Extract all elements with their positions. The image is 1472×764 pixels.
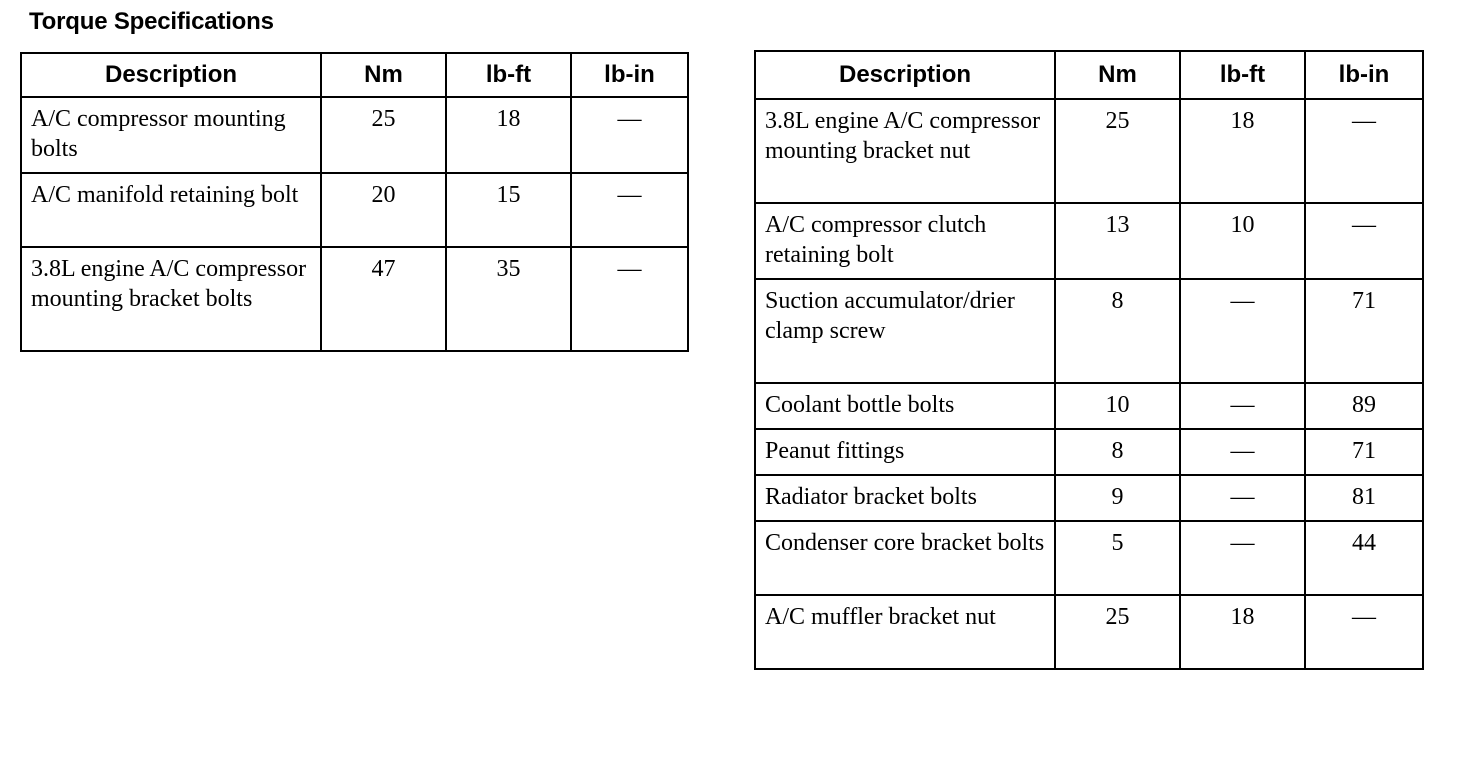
lb-ft-cell: 18 bbox=[446, 97, 571, 173]
description-cell: Condenser core bracket bolts bbox=[755, 521, 1055, 595]
nm-cell: 25 bbox=[1055, 595, 1180, 669]
table-row bbox=[755, 279, 1423, 383]
lb-ft-cell: 15 bbox=[446, 173, 571, 247]
table-row bbox=[21, 247, 688, 351]
table-row bbox=[755, 521, 1423, 595]
description-cell: A/C muffler bracket nut bbox=[755, 595, 1055, 669]
lb-ft-cell: — bbox=[1180, 383, 1305, 429]
description-cell: Coolant bottle bolts bbox=[755, 383, 1055, 429]
header-lb-in: lb-in bbox=[571, 53, 688, 97]
table-row bbox=[755, 99, 1423, 203]
lb-in-cell: — bbox=[571, 97, 688, 173]
lb-in-cell: — bbox=[1305, 203, 1423, 279]
header-nm: Nm bbox=[1055, 51, 1180, 99]
nm-cell: 8 bbox=[1055, 429, 1180, 475]
lb-ft-cell: 35 bbox=[446, 247, 571, 351]
lb-in-cell: 71 bbox=[1305, 279, 1423, 383]
torque-table-right bbox=[754, 50, 1424, 670]
nm-cell: 20 bbox=[321, 173, 446, 247]
description-cell: Peanut fittings bbox=[755, 429, 1055, 475]
table-row bbox=[755, 475, 1423, 521]
table-row bbox=[755, 429, 1423, 475]
header-lb-ft: lb-ft bbox=[446, 53, 571, 97]
lb-in-cell: — bbox=[1305, 99, 1423, 203]
lb-in-cell: 44 bbox=[1305, 521, 1423, 595]
nm-cell: 8 bbox=[1055, 279, 1180, 383]
description-cell: 3.8L engine A/C compressor mounting bracket nut bbox=[755, 99, 1055, 203]
table-header-row bbox=[755, 51, 1423, 99]
lb-ft-cell: — bbox=[1180, 475, 1305, 521]
nm-cell: 10 bbox=[1055, 383, 1180, 429]
lb-in-cell: — bbox=[1305, 595, 1423, 669]
lb-ft-cell: — bbox=[1180, 429, 1305, 475]
lb-ft-cell: — bbox=[1180, 279, 1305, 383]
table-row bbox=[755, 595, 1423, 669]
nm-cell: 25 bbox=[321, 97, 446, 173]
nm-cell: 9 bbox=[1055, 475, 1180, 521]
lb-ft-cell: 10 bbox=[1180, 203, 1305, 279]
nm-cell: 25 bbox=[1055, 99, 1180, 203]
header-description: Description bbox=[21, 53, 321, 97]
lb-ft-cell: 18 bbox=[1180, 595, 1305, 669]
description-cell: 3.8L engine A/C compressor mounting bracket bolts bbox=[21, 247, 321, 351]
header-nm: Nm bbox=[321, 53, 446, 97]
table-row bbox=[755, 383, 1423, 429]
lb-in-cell: — bbox=[571, 173, 688, 247]
table-header-row bbox=[21, 53, 688, 97]
nm-cell: 13 bbox=[1055, 203, 1180, 279]
table-row bbox=[755, 203, 1423, 279]
page-title: Torque Specifications bbox=[29, 8, 274, 35]
header-description: Description bbox=[755, 51, 1055, 99]
description-cell: A/C manifold retaining bolt bbox=[21, 173, 321, 247]
nm-cell: 5 bbox=[1055, 521, 1180, 595]
lb-in-cell: — bbox=[571, 247, 688, 351]
lb-in-cell: 81 bbox=[1305, 475, 1423, 521]
lb-ft-cell: — bbox=[1180, 521, 1305, 595]
description-cell: Radiator bracket bolts bbox=[755, 475, 1055, 521]
description-cell: Suction accumulator/drier clamp screw bbox=[755, 279, 1055, 383]
description-cell: A/C compressor mounting bolts bbox=[21, 97, 321, 173]
description-cell: A/C compressor clutch retaining bolt bbox=[755, 203, 1055, 279]
header-lb-ft: lb-ft bbox=[1180, 51, 1305, 99]
header-lb-in: lb-in bbox=[1305, 51, 1423, 99]
table-row bbox=[21, 173, 688, 247]
lb-in-cell: 71 bbox=[1305, 429, 1423, 475]
table-row bbox=[21, 97, 688, 173]
lb-in-cell: 89 bbox=[1305, 383, 1423, 429]
lb-ft-cell: 18 bbox=[1180, 99, 1305, 203]
torque-table-left bbox=[20, 52, 689, 352]
nm-cell: 47 bbox=[321, 247, 446, 351]
